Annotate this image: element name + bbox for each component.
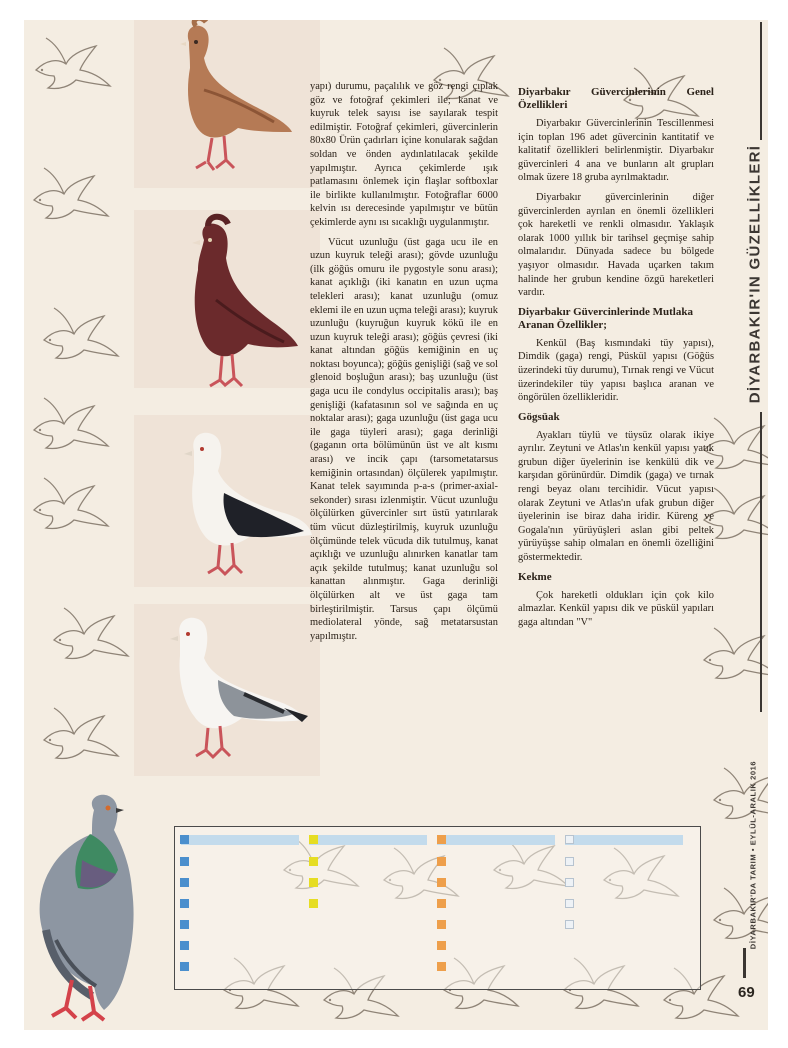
pigeon-photo-icon xyxy=(134,604,320,776)
legend-marker xyxy=(180,941,189,950)
legend-bar-1 xyxy=(181,835,299,845)
legend-marker xyxy=(565,878,574,887)
pigeon-photo-4 xyxy=(134,604,320,776)
legend-bar-2 xyxy=(309,835,427,845)
legend-marker xyxy=(565,857,574,866)
legend-marker xyxy=(437,920,446,929)
legend-marker xyxy=(437,962,446,971)
sidebar-rule-top xyxy=(760,22,762,140)
sidebar-rule-middle xyxy=(760,412,762,712)
heading-general-features: Diyarbakır Güvercinlerinin Genel Özellikleri xyxy=(518,86,714,111)
right-paragraph-3: Kenkül (Baş kısmındaki tüy yapısı), Dimdik (gaga) rengi, Püskül yapısı (Göğüs üzerindeki tüy durumu), Tırnak rengi ve Vücut üzerindekiler tüy yapısı başlıca aranan ve öngörülen özellikleridir. xyxy=(518,337,714,404)
legend-marker xyxy=(309,835,318,844)
pigeon-photo-2 xyxy=(134,210,320,388)
middle-paragraph-2: Vücut uzunluğu (üst gaga ucu ile en uzun kuyruk teleği arası); gövde uzunluğu (ilk göğüs omuru ile pygostyle sonu arası); kanat açıklığı (iki kanatın en uzun uçma telekleri arası); kanat uzunluğu (omuz eklemi ile en uzun uçma teleği arası); kuyruk uzunluğu (kuyruğun kuyruk kökü ile en uzun kuyruk teleği arası); göğüs çevresi (iki kanat altından göğüs kemiğinin en uç noktası boyunca); göğüs genişliği (sağ ve sol glenoid boşluğun arası); baş uzunluğu (üst gaga ucu ile condylus occipitalis arası); baş genişliği (kafatasının sol ve sağında en uç noktalar arası); gaga uzunluğu (üst gaga ucu ile gaga tüyleri arası); gaga derinliği (gaganın orta bölümünün üst ve alt kısmı arası) ve incik çapı (tarsometatarsus kemiğinin ortasından) ölçülerek yapılmıştır. Kanat telek sayımında p-a-s (primer-axial-sekonder) sırası izlenmiştir. Vücut uzunluğu ölçülürken güvercinler sırt üstü yatırılarak tüm vücut düzleştirilmiş, kuyruk uzunluğu ölçümünde telek vücuda dik tutulmuş, kanat açıklığı ve uzunluğu alınırken kanatlar tam açık şekilde tutulmuş; kanat uzunluğu sol kanattan alınmıştır. Gaga derinliği ölçülürken alt ve üst gaga tam birleştirilmiştir. Tarsus çapı ölçümü mediolateral yönde, sağ metatarsustan yapılmıştır. xyxy=(310,236,498,642)
legend-marker xyxy=(565,899,574,908)
legend-marker xyxy=(180,962,189,971)
pigeon-photo-icon xyxy=(134,20,320,188)
right-text-column xyxy=(518,80,714,635)
legend-marker xyxy=(180,920,189,929)
legend-marker xyxy=(180,857,189,866)
pigeon-photo-icon xyxy=(134,415,320,587)
heading-sought-features: Diyarbakır Güvercinlerinde Mutlaka Aranan Özellikler; xyxy=(518,305,693,331)
right-paragraph-2: Diyarbakır güvercinlerinin diğer güvercinlerden ayrılan en önemli özellikleri çok hareketli ve renkli olmasıdır. Yaklaşık olarak 1000 yıllık bir tarihsel geçmişe sahip olmalarıdır. Dünyada sadece bu bölgede yaşıyor olmasıdır. Havada uçarken takım halinde her grubun kendine özgü hareketleri vardır. xyxy=(518,191,714,299)
legend-marker xyxy=(437,835,446,844)
heading-kekme: Kekme xyxy=(518,570,552,583)
page-number: 69 xyxy=(738,984,755,1001)
middle-paragraph-1: yapı) durumu, paçalılık ve göz rengi çıplak göz ve fotoğraf çekimleri ile; kanat ve kuyruk telek sayısı ise sayılarak tespit edilmiştir. Fotoğraf çekimleri, güvercinlerin 80x80 Ürün çadırları içine konularak sağdan soldan ve önden aydınlatılacak şekilde yapılmıştır. Ayrıca çekimlerde ışık patlamasını önlemek için flaşlar softboxlar ile birlikte kullanılmıştır. Fotoğraflar 6000 kelvin ısı derecesinde yapılmıştır ve bütün çekimlerde aynı ısı sıcaklığı uygulanmıştır. xyxy=(310,81,498,228)
legend-bar-3 xyxy=(437,835,555,845)
sidebar-title: DİYARBAKIR'IN GÜZELLİKLERİ xyxy=(746,144,764,404)
legend-table xyxy=(174,826,701,990)
pigeon-photo-1 xyxy=(134,20,320,188)
legend-marker xyxy=(437,941,446,950)
legend-marker xyxy=(437,857,446,866)
rock-dove-image xyxy=(32,790,142,1022)
legend-bar-4 xyxy=(565,835,683,845)
legend-marker xyxy=(309,899,318,908)
page-number-rule xyxy=(743,948,746,978)
legend-marker xyxy=(565,835,574,844)
middle-text-column xyxy=(310,80,498,649)
legend-marker xyxy=(180,899,189,908)
legend-marker xyxy=(437,878,446,887)
legend-marker xyxy=(309,878,318,887)
legend-marker xyxy=(180,835,189,844)
pigeon-photo-3 xyxy=(134,415,320,587)
right-paragraph-5: Çok hareketli oldukları için çok kilo almazlar. Kenkül yapısı dik ve püskül yapıları gaga altından "V" xyxy=(518,589,714,628)
legend-marker xyxy=(180,878,189,887)
right-paragraph-1: Diyarbakır Güvercinlerinin Tescillenmesi için toplan 196 adet güvercinin kantitatif ve kalitatif özellikleri belirlenmiştir. Diyarbakır güvercinleri 4 ana ve bunların alt grupları olmak üzere 18 gruba ayrılmaktadır. xyxy=(518,118,714,184)
sidebar-footer: DİYARBAKIR'DA TARIM • EYLÜL-ARALIK 2016 xyxy=(748,760,758,950)
legend-marker xyxy=(437,899,446,908)
legend-marker xyxy=(565,920,574,929)
heading-gogsuak: Gögsüak xyxy=(518,410,560,423)
pigeon-photo-icon xyxy=(134,210,320,388)
right-paragraph-4: Ayakları tüylü ve tüysüz olarak ikiye ayrılır. Zeytuni ve Atlas'ın kenkül yapısı yatık grubun diğer üyelerinin ise kenkülü dik ve karşıdan görünürdür. Dimdik (gaga) ve tırnak rengi beyaz olanı tercihidir. Vücut yapısı olarak Zeytuni ve Atlas'ın ufak grubun diğer üyelerinin ise biraz daha iridir. Küreng ve Gogala'nın yürüyüşleri aslan gibi peltek yürüyüşse sahip olmaları en önemli özelliğini göstermektedir. xyxy=(518,429,714,564)
legend-marker xyxy=(309,857,318,866)
